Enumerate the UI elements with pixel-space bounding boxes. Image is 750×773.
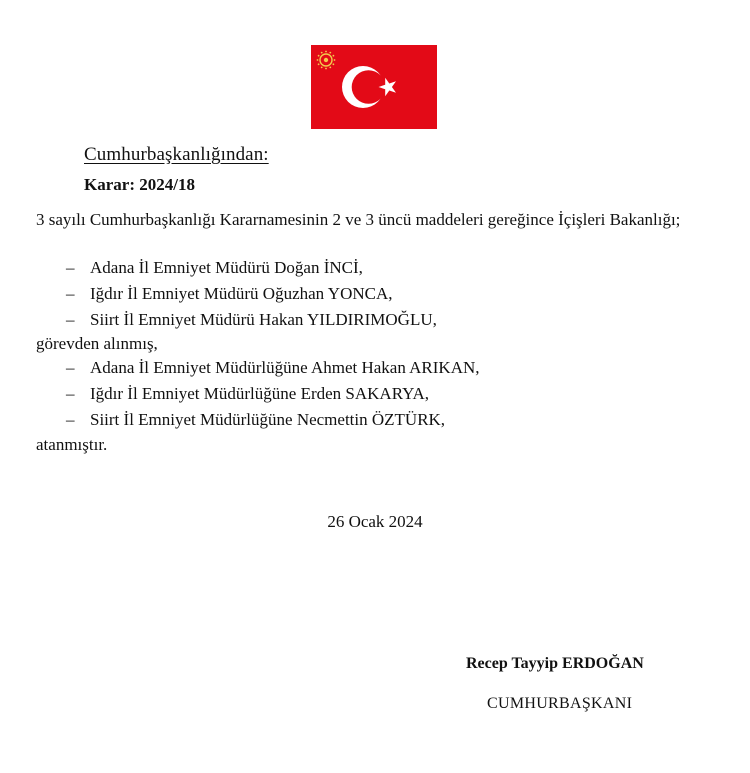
decision-number: Karar: 2024/18 [84, 175, 195, 194]
list-dash: – [66, 410, 75, 429]
dismissed-item-text: Adana İl Emniyet Müdürü Doğan İNCİ, [90, 258, 363, 277]
appointed-item-text: Iğdır İl Emniyet Müdürlüğüne Erden SAKARYA, [90, 384, 430, 403]
list-dash: – [66, 310, 75, 329]
appointed-item [66, 358, 480, 378]
flag-graphic [311, 45, 437, 129]
dismissed-label: görevden alınmış, [36, 334, 158, 353]
appointed-item-text: Adana İl Emniyet Müdürlüğüne Ahmet Hakan ARIKAN, [90, 358, 480, 377]
appointed-label: atanmıştır. [36, 435, 108, 454]
list-dash: – [66, 284, 75, 303]
signer-name: Recep Tayyip ERDOĞAN [466, 655, 644, 672]
decision-date: 26 Ocak 2024 [327, 512, 423, 531]
list-dash: – [66, 384, 75, 403]
list-dash: – [66, 258, 75, 277]
turkish-flag [311, 45, 437, 129]
list-dash: – [66, 358, 75, 377]
dismissed-item [66, 258, 363, 278]
dismissed-item [66, 310, 437, 330]
appointed-item [66, 410, 445, 430]
appointed-item [66, 384, 429, 404]
dismissed-item [66, 284, 393, 304]
issuer-heading: Cumhurbaşkanlığından: [84, 144, 269, 165]
appointed-item-text: Siirt İl Emniyet Müdürlüğüne Necmettin ÖZTÜRK, [90, 410, 446, 429]
decision-intro: 3 sayılı Cumhurbaşkanlığı Kararnamesinin 2 ve 3 üncü maddeleri gereğince İçişleri Bakanlığı; [36, 210, 681, 229]
dismissed-item-text: Iğdır İl Emniyet Müdürü Oğuzhan YONCA, [90, 284, 393, 303]
dismissed-item-text: Siirt İl Emniyet Müdürü Hakan YILDIRIMOĞLU, [90, 310, 437, 329]
signer-title: CUMHURBAŞKANI [487, 695, 633, 712]
